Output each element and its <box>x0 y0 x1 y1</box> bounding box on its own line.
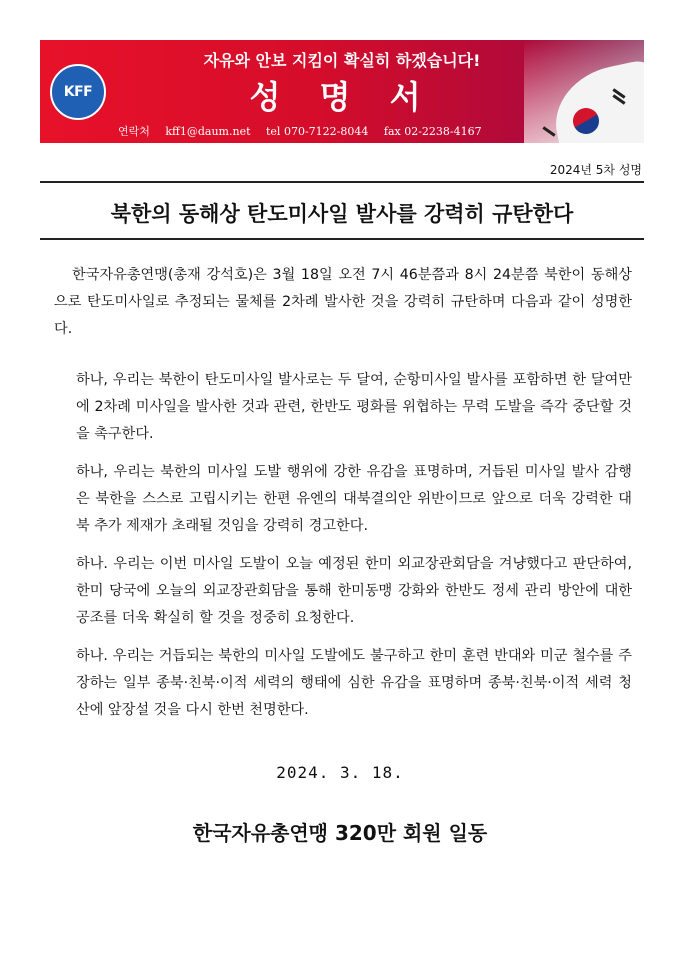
top-divider <box>40 181 644 183</box>
banner-title: 성 명 서 <box>249 78 435 116</box>
contact-label: 연락처 <box>118 125 150 138</box>
resolution-paragraph: 하나. 우리는 거듭되는 북한의 미사일 도발에도 불구하고 한미 훈련 반대와 미군 철수를 주장하는 일부 종북·친북·이적 세력의 행태에 심한 유감을 표명하며 종북·친북·이적 세력 청산에 앞장설 것을 다시 한번 천명한다. <box>76 648 632 718</box>
contact-email: kff1@daum.net <box>165 125 251 138</box>
contact-tel: tel 070-7122-8044 <box>266 125 369 138</box>
headline: 북한의 동해상 탄도미사일 발사를 강력히 규탄한다 <box>110 202 574 226</box>
resolution-paragraph: 하나, 우리는 북한이 탄도미사일 발사로는 두 달여, 순항미사일 발사를 포함하면 한 달여만에 2차례 미사일을 발사한 것과 관련, 한반도 평화를 위협하는 무력 도발을 즉각 중단할 것을 촉구한다. <box>76 372 632 442</box>
issue-number: 2024년 5차 성명 <box>549 163 642 177</box>
slogan: 자유와 안보 지킴이 확실히 하겠습니다! <box>203 51 481 70</box>
header-banner <box>40 40 644 143</box>
signature: 한국자유총연맹 320만 회원 일동 <box>192 821 488 845</box>
contact-info <box>118 123 494 139</box>
contact-fax: fax 02-2238-4167 <box>383 125 482 138</box>
bottom-divider <box>40 238 644 240</box>
intro-paragraph: 한국자유총연맹(총재 강석호)은 3월 18일 오전 7시 46분쯤과 8시 24분쯤 북한이 동해상으로 탄도미사일로 추정되는 물체를 2차례 발사한 것을 강력히 규탄하며 다음과 같이 성명한다. <box>54 267 632 337</box>
logo-text: KFF <box>63 84 93 100</box>
resolution-paragraph: 하나. 우리는 이번 미사일 도발이 오늘 예정된 한미 외교장관회담을 겨냥했다고 판단하여, 한미 당국에 오늘의 외교장관회담을 통해 한미동맹 강화와 한반도 정세 관리 방안에 대한 공조를 더욱 확실히 할 것을 정중히 요청한다. <box>76 556 632 626</box>
resolution-paragraph: 하나, 우리는 북한의 미사일 도발 행위에 강한 유감을 표명하며, 거듭된 미사일 발사 감행은 북한을 스스로 고립시키는 한편 유엔의 대북결의안 위반이므로 앞으로 더욱 강력한 대북 추가 제재가 초래될 것임을 강력히 경고한다. <box>76 464 632 534</box>
statement-date: 2024. 3. 18. <box>276 763 404 782</box>
